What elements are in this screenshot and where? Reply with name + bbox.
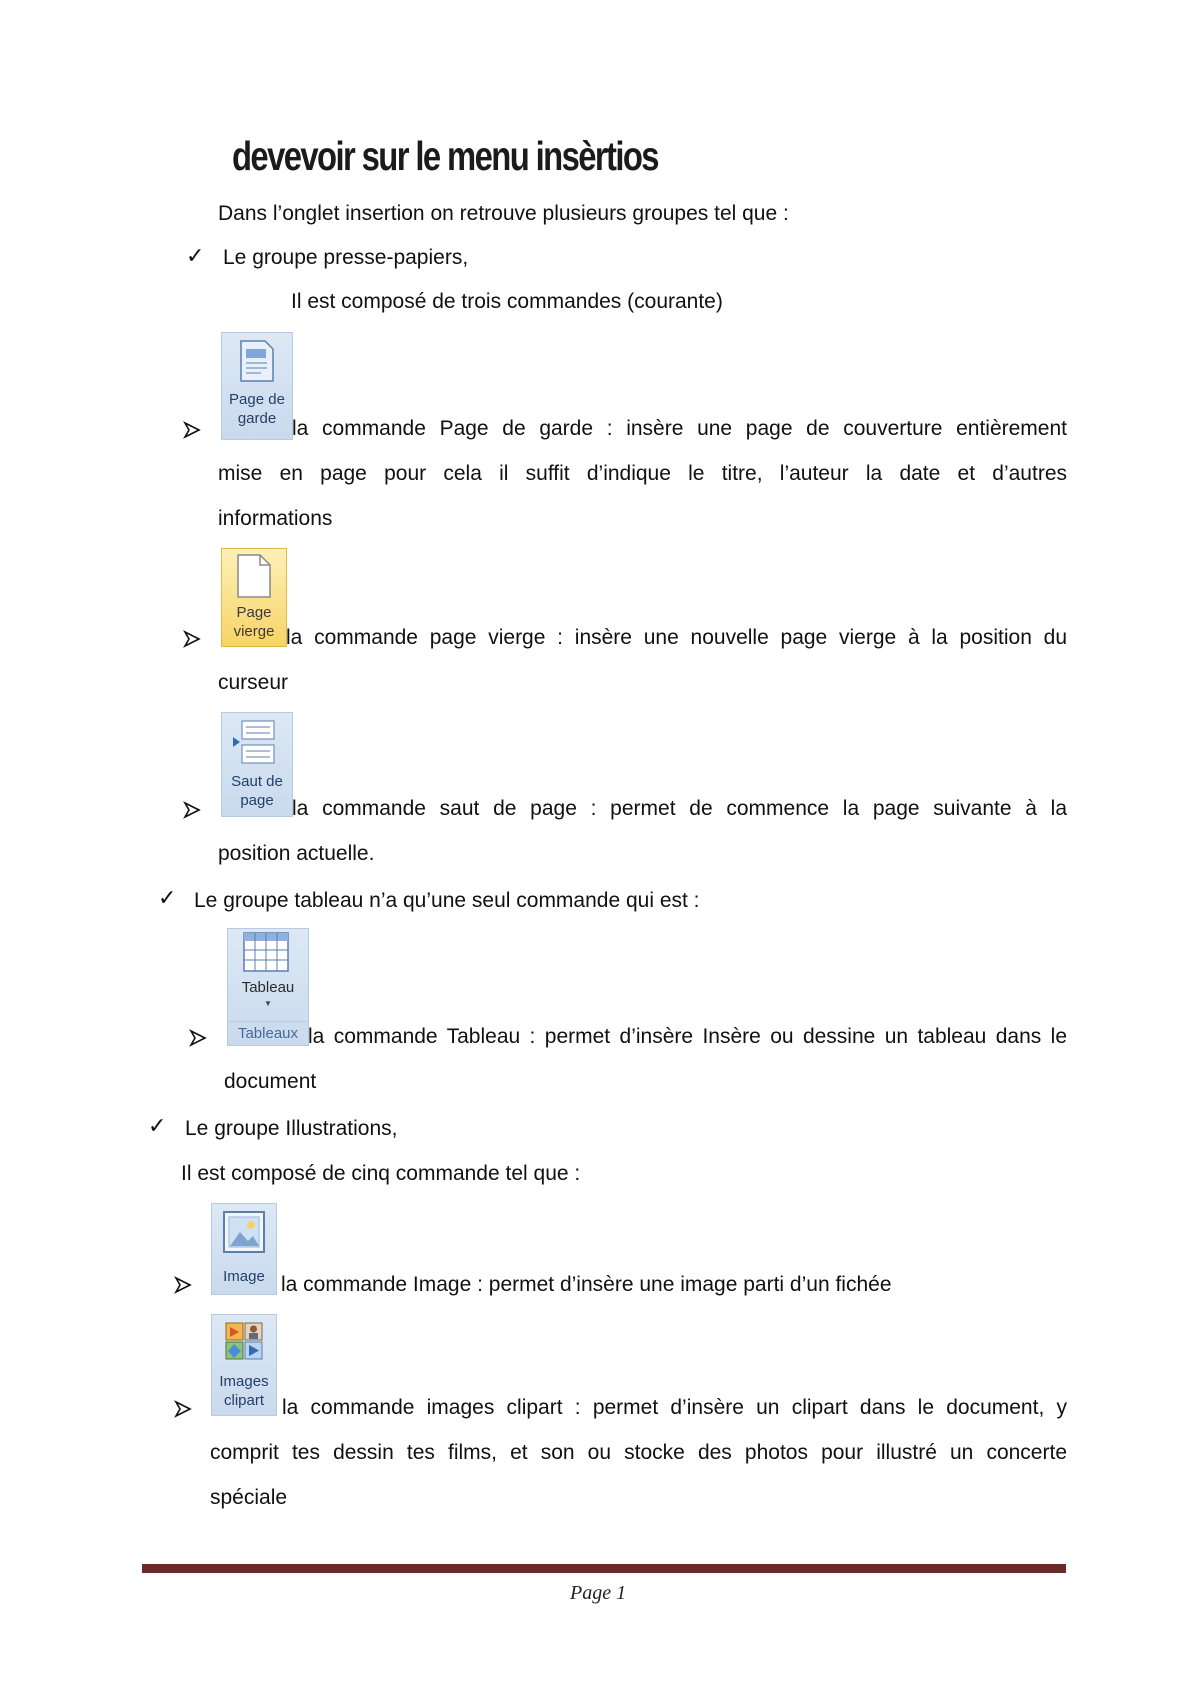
icon-label: Image — [223, 1268, 265, 1285]
item-text-line: informations — [218, 507, 333, 530]
icon-label: Images — [219, 1373, 269, 1390]
footer-rule — [142, 1564, 1066, 1573]
group-sub-illustrations: Il est composé de cinq commande tel que : — [181, 1162, 581, 1185]
arrow-bullet-icon — [174, 1276, 192, 1294]
group-heading-presse-papiers: Le groupe presse-papiers, — [223, 246, 469, 269]
icon-label: Page — [236, 604, 272, 621]
group-heading-tableau: Le groupe tableau n’a qu’une seul commande qui est : — [194, 889, 700, 912]
icon-label: Tableau — [241, 979, 295, 996]
item-text-line: la commande images clipart : permet d’insère un clipart dans le document, y — [282, 1396, 1067, 1419]
group-sub-presse-papiers: Il est composé de trois commandes (courante) — [291, 290, 723, 313]
page-title: devevoir sur le menu insèrtios — [232, 133, 658, 179]
icon-label: clipart — [223, 1392, 264, 1409]
item-text-line: la commande Image : permet d’insère une image parti d’un fichée — [281, 1273, 892, 1296]
image-icon — [211, 1203, 277, 1295]
item-text-line: la commande Tableau : permet d’insère Insère ou dessine un tableau dans le — [308, 1025, 1067, 1048]
icon-label: Tableaux — [237, 1025, 299, 1042]
intro-text: Dans l’onglet insertion on retrouve plusieurs groupes tel que : — [218, 202, 789, 225]
arrow-bullet-icon — [174, 1400, 192, 1418]
icon-label: Page de — [229, 391, 285, 408]
arrow-bullet-icon — [183, 421, 201, 439]
icon-label: vierge — [233, 623, 275, 640]
arrow-bullet-icon — [189, 1029, 207, 1047]
item-text-line: document — [224, 1070, 317, 1093]
item-text-line: spéciale — [210, 1486, 288, 1509]
chevron-down-icon: ▼ — [264, 999, 272, 1008]
icon-label: page — [240, 792, 274, 809]
item-text-line: mise en page pour cela il suffit d’indique le titre, l’auteur la date et d’autres — [218, 462, 1067, 485]
icon-label: Saut de — [231, 773, 283, 790]
item-text-line: curseur — [218, 671, 289, 694]
page-de-garde-icon — [221, 332, 293, 440]
arrow-bullet-icon — [183, 801, 201, 819]
item-text-line: la commande Page de garde : insère une page de couverture entièrement — [292, 417, 1067, 440]
arrow-bullet-icon — [183, 630, 201, 648]
tableau-icon — [227, 928, 309, 1046]
check-icon: ✓ — [158, 885, 177, 910]
page-vierge-icon — [221, 548, 287, 647]
item-text-line: comprit tes dessin tes films, et son ou stocke des photos pour illustré un concerte — [210, 1441, 1067, 1464]
item-text-line: la commande page vierge : insère une nouvelle page vierge à la position du — [286, 626, 1067, 649]
item-text-line: position actuelle. — [218, 842, 375, 865]
check-icon: ✓ — [148, 1113, 167, 1138]
icon-label: garde — [237, 410, 277, 427]
item-text-line: la commande saut de page : permet de commence la page suivante à la — [292, 797, 1067, 820]
group-heading-illustrations: Le groupe Illustrations, — [185, 1117, 398, 1140]
page-number: Page 1 — [570, 1582, 627, 1604]
images-clipart-icon — [211, 1314, 277, 1416]
check-icon: ✓ — [186, 243, 205, 268]
saut-de-page-icon — [221, 712, 293, 817]
